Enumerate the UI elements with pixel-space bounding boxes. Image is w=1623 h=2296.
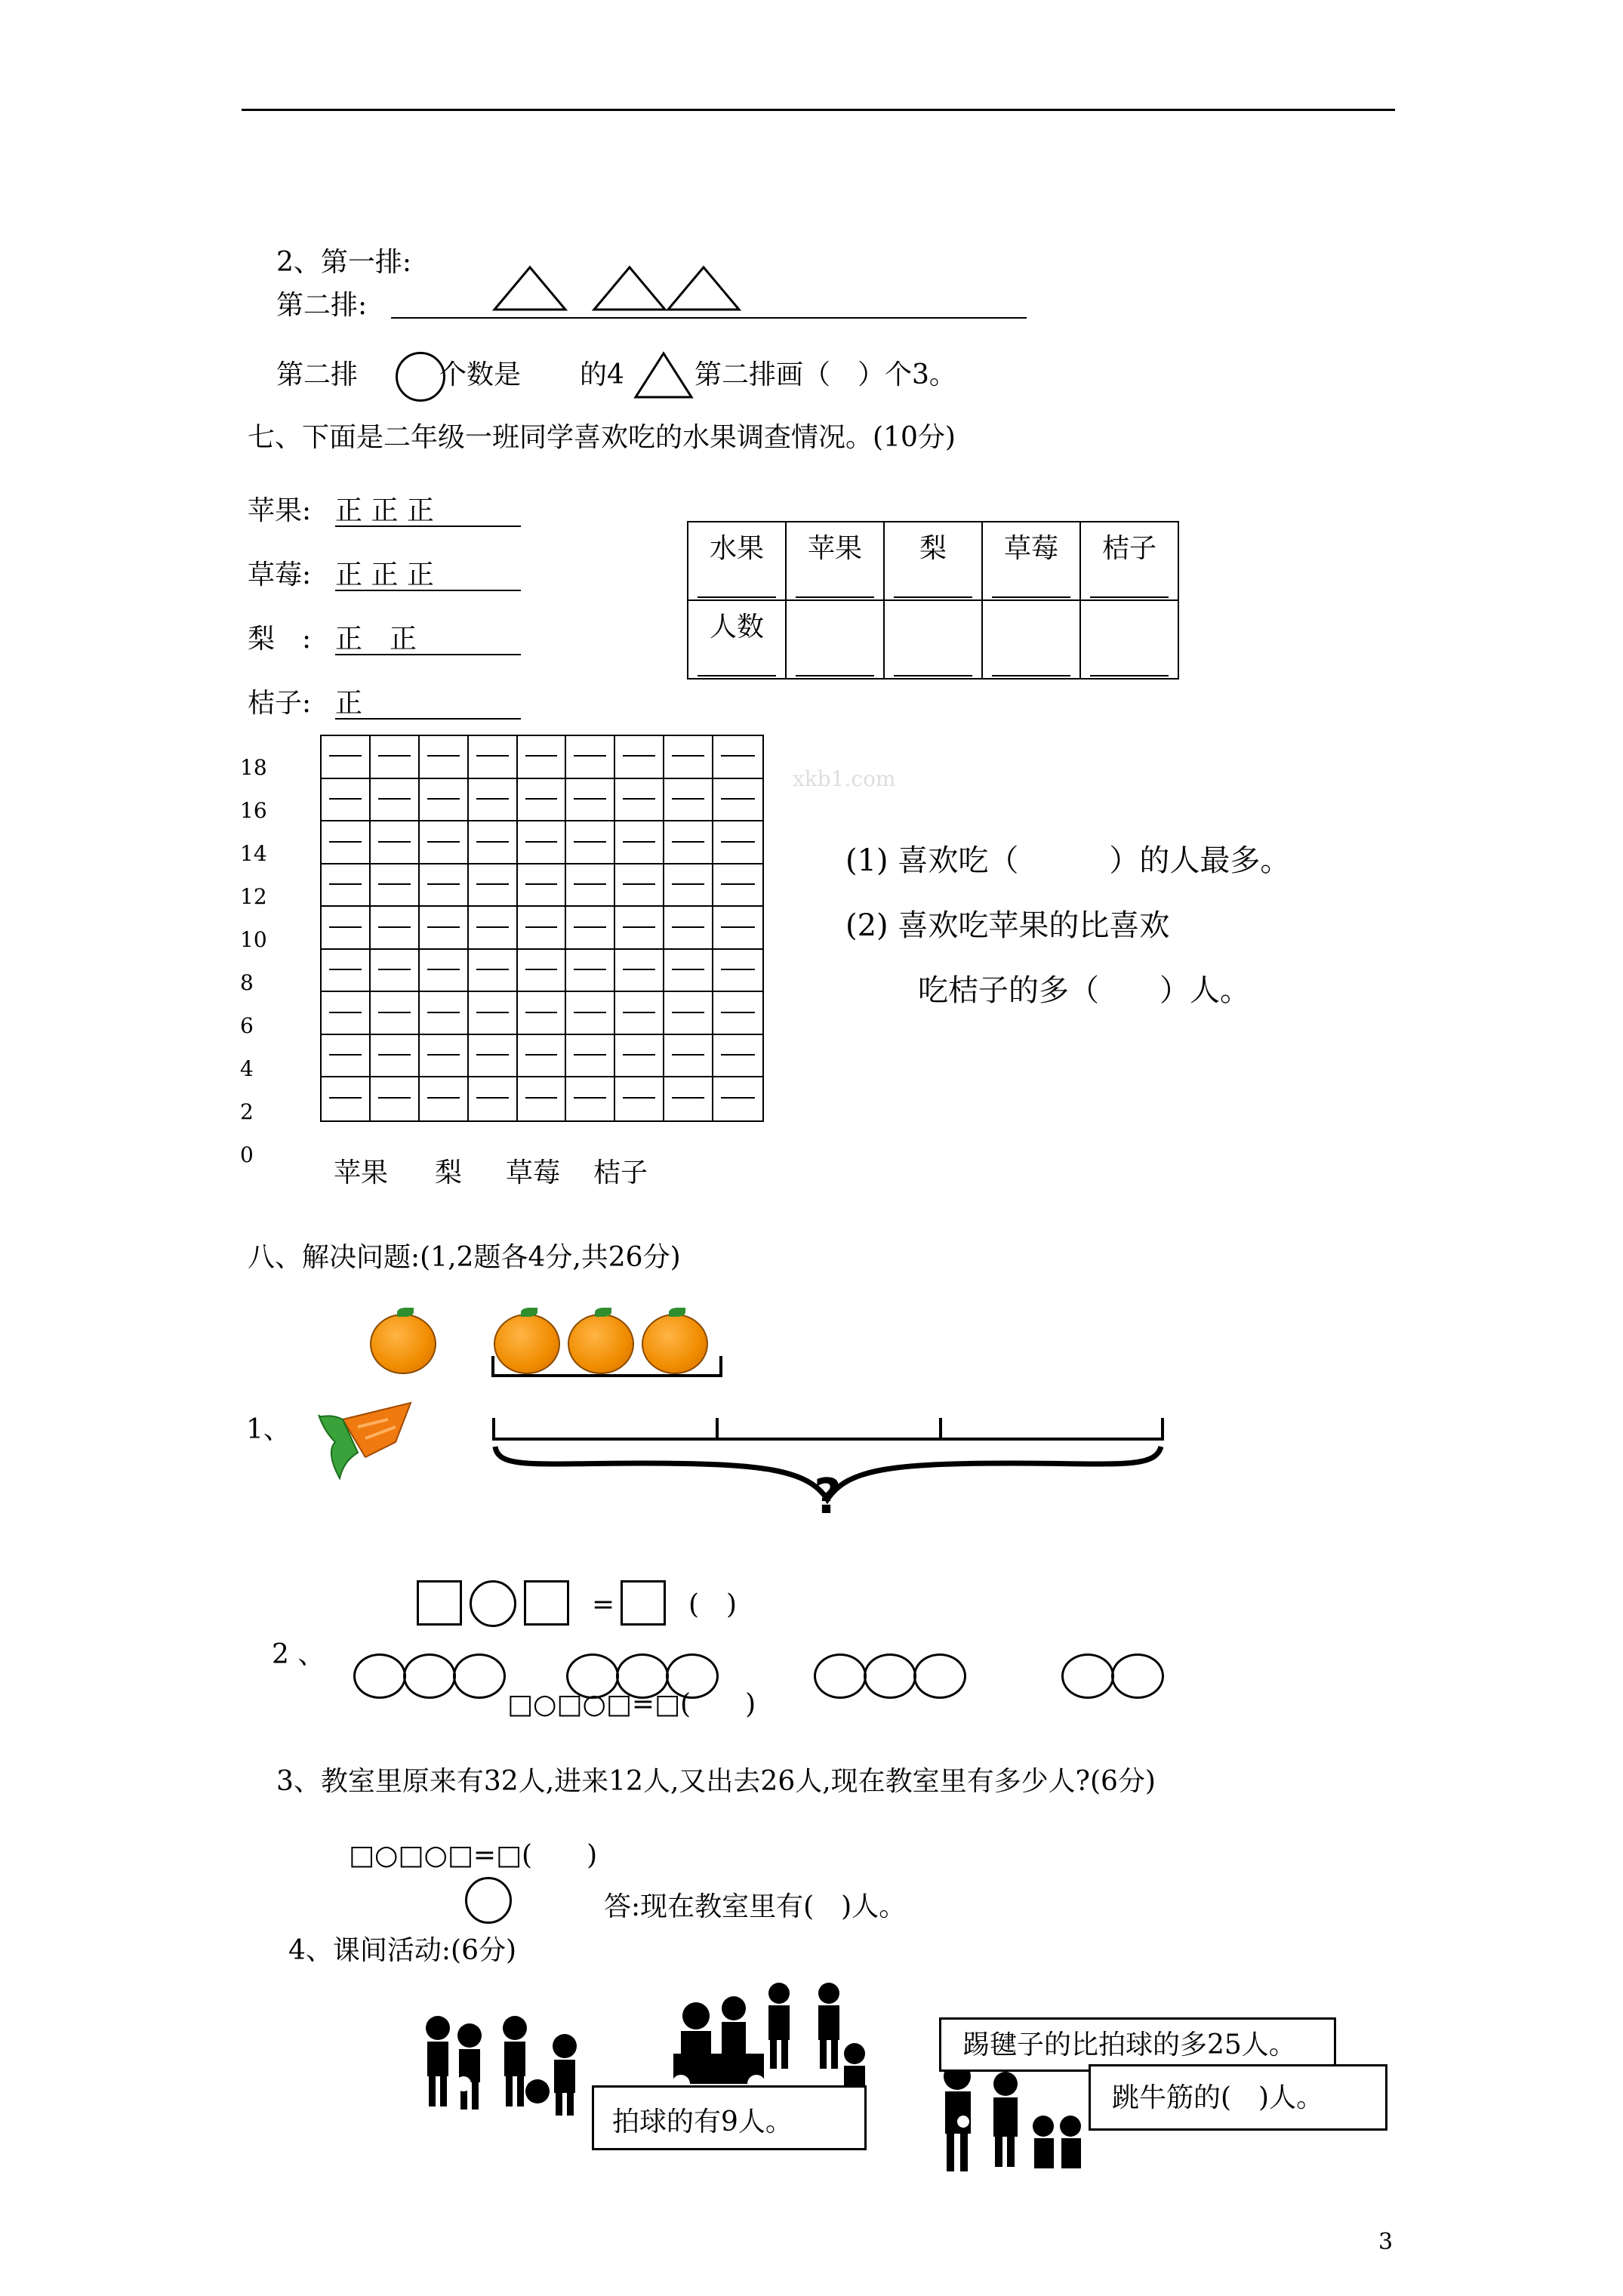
table-cell-answer[interactable] xyxy=(884,600,982,679)
grid-dash xyxy=(378,969,411,970)
grid-dash xyxy=(329,1054,362,1056)
grid-cell[interactable] xyxy=(615,779,664,822)
grid-cell[interactable] xyxy=(566,992,615,1035)
grid-cell[interactable] xyxy=(518,1035,567,1078)
grid-dash xyxy=(427,1097,460,1099)
grid-dash xyxy=(574,1097,606,1099)
circle-group-item xyxy=(814,1653,867,1699)
small-bracket xyxy=(491,1353,725,1383)
table-header-apple: 苹果 xyxy=(786,522,884,600)
answer-box[interactable] xyxy=(524,1580,569,1626)
grid-dash xyxy=(623,798,655,800)
grid-dash xyxy=(525,1054,558,1056)
tally-line xyxy=(335,525,521,527)
grid-dash xyxy=(476,883,509,885)
grid-dash xyxy=(574,1054,606,1056)
grid-cell[interactable] xyxy=(420,1035,469,1078)
grid-cell[interactable] xyxy=(469,950,518,993)
orange-image xyxy=(370,1314,436,1374)
grid-dash xyxy=(378,883,411,885)
tally-marks-strawberry: 正 正 正 xyxy=(335,559,434,590)
triangle-shape xyxy=(668,267,739,310)
grid-dash xyxy=(525,883,558,885)
grid-dash xyxy=(378,926,411,928)
y-tick-label: 4 xyxy=(240,1056,254,1081)
y-tick-label: 0 xyxy=(240,1142,254,1167)
answer-box[interactable] xyxy=(621,1580,666,1626)
grid-dash xyxy=(672,883,704,885)
callout-ball-players: 拍球的有9人。 xyxy=(592,2085,867,2150)
grid-cell[interactable] xyxy=(322,992,371,1035)
circle-group-item xyxy=(403,1653,456,1699)
triangle-shape xyxy=(594,267,665,310)
x-label-apple: 苹果 xyxy=(334,1157,389,1188)
tally-label-strawberry: 草莓: xyxy=(248,559,312,590)
q7-question-1: (1) 喜欢吃（ ）的人最多。 xyxy=(845,843,1291,878)
grid-cell[interactable] xyxy=(469,864,518,908)
y-tick-label: 12 xyxy=(240,884,267,909)
grid-cell[interactable] xyxy=(469,907,518,950)
grid-cell[interactable] xyxy=(566,907,615,950)
grid-dash xyxy=(672,798,704,800)
grid-dash xyxy=(329,755,362,757)
grid-cell[interactable] xyxy=(469,1077,518,1120)
p3-equation[interactable]: □○□○□=□( ) xyxy=(349,1840,598,1871)
grid-dash xyxy=(476,798,509,800)
table-header-pear: 梨 xyxy=(884,522,982,600)
grid-cell[interactable] xyxy=(566,864,615,908)
grid-dash xyxy=(329,841,362,843)
grid-cell[interactable] xyxy=(518,779,567,822)
row2-answer-line[interactable] xyxy=(391,317,1027,319)
grid-dash xyxy=(525,755,558,757)
callout-rubber-band: 跳牛筋的( )人。 xyxy=(1089,2064,1387,2131)
table-header-strawberry: 草莓 xyxy=(982,522,1080,600)
y-tick-label: 8 xyxy=(240,970,254,995)
grid-cell[interactable] xyxy=(615,907,664,950)
grid-cell[interactable] xyxy=(615,821,664,864)
grid-cell[interactable] xyxy=(420,779,469,822)
grid-cell[interactable] xyxy=(518,907,567,950)
equals-sign: = xyxy=(592,1589,615,1620)
grid-dash xyxy=(427,883,460,885)
y-tick-label: 18 xyxy=(240,755,267,780)
grid-dash xyxy=(574,798,606,800)
grid-dash xyxy=(672,1054,704,1056)
grid-dash xyxy=(672,755,704,757)
grid-cell[interactable] xyxy=(469,992,518,1035)
grid-cell[interactable] xyxy=(664,864,713,908)
grid-cell[interactable] xyxy=(664,992,713,1035)
grid-dash xyxy=(427,755,460,757)
grid-dash xyxy=(574,755,606,757)
grid-dash xyxy=(525,1012,558,1013)
children-playing-illustration xyxy=(417,1971,1111,2190)
sentence-part-2: 个数是 xyxy=(439,359,522,390)
grid-cell[interactable] xyxy=(664,950,713,993)
grid-dash xyxy=(378,1054,411,1056)
tally-line xyxy=(335,590,521,591)
grid-cell[interactable] xyxy=(371,1077,420,1120)
grid-dash xyxy=(525,798,558,800)
grid-dash xyxy=(476,1097,509,1099)
table-row xyxy=(688,522,1178,600)
grid-cell[interactable] xyxy=(566,736,615,779)
grid-dash xyxy=(427,926,460,928)
table-cell-answer[interactable] xyxy=(982,600,1080,679)
grid-dash xyxy=(378,798,411,800)
grid-dash xyxy=(329,1097,362,1099)
grid-dash xyxy=(721,1097,755,1099)
grid-dash xyxy=(427,798,460,800)
grid-dash xyxy=(623,1054,655,1056)
grid-dash xyxy=(378,755,411,757)
leaf-icon xyxy=(397,1308,414,1317)
triangle-inline xyxy=(633,349,694,400)
grid-cell[interactable] xyxy=(420,821,469,864)
y-tick-label: 2 xyxy=(240,1099,254,1124)
grid-dash xyxy=(623,841,655,843)
circle-group-item xyxy=(353,1653,406,1699)
grid-cell[interactable] xyxy=(371,821,420,864)
grid-dash xyxy=(476,926,509,928)
grid-dash xyxy=(672,926,704,928)
leaf-icon xyxy=(669,1308,685,1317)
grid-dash xyxy=(721,883,755,885)
grid-cell[interactable] xyxy=(713,992,762,1035)
triangle-shape xyxy=(494,267,565,310)
grid-cell[interactable] xyxy=(664,907,713,950)
grid-dash xyxy=(329,926,362,928)
circle-group-item xyxy=(864,1653,916,1699)
p3-text: 3、教室里原来有32人,进来12人,又出去26人,现在教室里有多少人?(6分) xyxy=(276,1766,1156,1797)
tally-line xyxy=(335,718,521,720)
sentence-part-3: 的4 xyxy=(580,359,624,390)
y-tick-label: 14 xyxy=(240,841,267,866)
grid-cell[interactable] xyxy=(713,1035,762,1078)
grid-cell[interactable] xyxy=(420,736,469,779)
grid-dash xyxy=(721,1012,755,1013)
table-row-label: 人数 xyxy=(688,600,786,679)
operator-circle xyxy=(465,1877,512,1924)
tally-marks-apple: 正 正 正 xyxy=(335,495,434,526)
q7-title: 七、下面是二年级一班同学喜欢吃的水果调查情况。(10分) xyxy=(248,422,956,453)
grid-dash xyxy=(427,969,460,970)
grid-cell[interactable] xyxy=(322,1035,371,1078)
grid-dash xyxy=(329,1012,362,1013)
grid-cell[interactable] xyxy=(322,1077,371,1120)
grid-cell[interactable] xyxy=(615,1077,664,1120)
grid-cell[interactable] xyxy=(566,1035,615,1078)
fruit-count-table xyxy=(687,521,1179,680)
grid-cell[interactable] xyxy=(322,821,371,864)
grid-cell[interactable] xyxy=(518,736,567,779)
circle-group-item xyxy=(1061,1653,1114,1699)
grid-dash xyxy=(476,841,509,843)
table-cell-answer[interactable] xyxy=(1080,600,1178,679)
leaf-icon xyxy=(521,1308,537,1317)
callout-shuttlecock: 踢毽子的比拍球的多25人。 xyxy=(939,2017,1336,2072)
grid-cell[interactable] xyxy=(664,1077,713,1120)
table-cell-answer[interactable] xyxy=(786,600,884,679)
grid-cell[interactable] xyxy=(664,779,713,822)
grid-cell[interactable] xyxy=(469,821,518,864)
circle-group-item xyxy=(1111,1653,1164,1699)
grid-cell[interactable] xyxy=(371,736,420,779)
grid-dash xyxy=(672,1012,704,1013)
grid-dash xyxy=(427,1012,460,1013)
q7-question-2-cont: 吃桔子的多（ ）人。 xyxy=(918,973,1250,1008)
grid-cell[interactable] xyxy=(420,1077,469,1120)
grid-dash xyxy=(623,1012,655,1013)
grid-dash xyxy=(378,1012,411,1013)
grid-cell[interactable] xyxy=(371,907,420,950)
x-label-pear: 梨 xyxy=(435,1157,463,1188)
answer-box[interactable] xyxy=(417,1580,462,1626)
circle-group-item xyxy=(453,1653,506,1699)
tally-label-pear: 梨 : xyxy=(248,624,312,655)
grid-cell[interactable] xyxy=(420,907,469,950)
grid-cell[interactable] xyxy=(420,950,469,993)
grid-cell[interactable] xyxy=(371,779,420,822)
circle-shape xyxy=(396,352,445,402)
carrot-icon xyxy=(313,1397,426,1487)
grid-cell[interactable] xyxy=(713,950,762,993)
grid-dash xyxy=(672,969,704,970)
grid-dash xyxy=(525,1097,558,1099)
grid-cell[interactable] xyxy=(664,1035,713,1078)
grid-cell[interactable] xyxy=(713,864,762,908)
grid-dash xyxy=(476,755,509,757)
grid-dash xyxy=(623,755,655,757)
grid-cell[interactable] xyxy=(322,736,371,779)
grid-dash xyxy=(525,841,558,843)
grid-cell[interactable] xyxy=(615,736,664,779)
grid-dash xyxy=(574,841,606,843)
grid-cell[interactable] xyxy=(322,950,371,993)
grid-dash xyxy=(721,969,755,970)
triangles-row xyxy=(491,263,747,313)
grid-cell[interactable] xyxy=(322,779,371,822)
grid-dash xyxy=(329,969,362,970)
grid-cell[interactable] xyxy=(420,864,469,908)
grid-cell[interactable] xyxy=(518,992,567,1035)
x-label-orange: 桔子 xyxy=(593,1157,648,1188)
grid-dash xyxy=(672,841,704,843)
grid-cell[interactable] xyxy=(371,1035,420,1078)
grid-dash xyxy=(623,969,655,970)
grid-dash xyxy=(721,798,755,800)
p2-label: 2 、 xyxy=(272,1639,325,1670)
grid-cell[interactable] xyxy=(566,950,615,993)
grid-cell[interactable] xyxy=(518,1077,567,1120)
blank-bar-graph-grid[interactable] xyxy=(320,735,764,1122)
grid-cell[interactable] xyxy=(518,864,567,908)
grid-cell[interactable] xyxy=(713,736,762,779)
grid-dash xyxy=(623,1097,655,1099)
grid-cell[interactable] xyxy=(322,907,371,950)
grid-dash xyxy=(378,1097,411,1099)
row2-label: 第二排: xyxy=(276,290,368,321)
header-rule xyxy=(242,109,1395,111)
page-number: 3 xyxy=(1378,2229,1394,2255)
grid-dash xyxy=(721,1054,755,1056)
x-label-strawberry: 草莓 xyxy=(506,1157,561,1188)
y-tick-label: 10 xyxy=(240,927,267,952)
grid-dash xyxy=(329,883,362,885)
operator-circle[interactable] xyxy=(470,1580,516,1627)
grid-cell[interactable] xyxy=(566,779,615,822)
sentence-part-1: 第二排 xyxy=(276,359,359,390)
grid-dash xyxy=(721,755,755,757)
table-header-orange: 桔子 xyxy=(1080,522,1178,600)
grid-cell[interactable] xyxy=(713,1077,762,1120)
grid-cell[interactable] xyxy=(469,736,518,779)
grid-dash xyxy=(476,969,509,970)
grid-dash xyxy=(427,1054,460,1056)
grid-dash xyxy=(525,969,558,970)
tally-label-orange: 桔子: xyxy=(248,688,312,719)
grid-dash xyxy=(623,883,655,885)
grid-cell[interactable] xyxy=(615,950,664,993)
grid-dash xyxy=(378,841,411,843)
grid-dash xyxy=(574,1012,606,1013)
grid-dash xyxy=(476,1054,509,1056)
grid-dash xyxy=(476,1012,509,1013)
grid-cell[interactable] xyxy=(664,736,713,779)
grid-dash xyxy=(329,798,362,800)
p2-equation[interactable]: □○□○□=□( ) xyxy=(507,1689,756,1720)
p1-label: 1、 xyxy=(246,1414,291,1445)
row1-label: 2、第一排: xyxy=(276,247,412,278)
p4-title: 4、课间活动:(6分) xyxy=(288,1935,517,1966)
grid-dash xyxy=(672,1097,704,1099)
grid-cell[interactable] xyxy=(615,1035,664,1078)
grid-cell[interactable] xyxy=(713,779,762,822)
grid-dash xyxy=(574,883,606,885)
q7-question-2: (2) 喜欢吃苹果的比喜欢 xyxy=(845,908,1170,943)
grid-cell[interactable] xyxy=(469,779,518,822)
grid-cell[interactable] xyxy=(322,864,371,908)
grid-cell[interactable] xyxy=(518,821,567,864)
grid-cell[interactable] xyxy=(566,821,615,864)
grid-cell[interactable] xyxy=(615,992,664,1035)
q8-title: 八、解决问题:(1,2题各4分,共26分) xyxy=(248,1242,681,1273)
tally-marks-orange: 正 xyxy=(335,688,363,719)
grid-cell[interactable] xyxy=(371,864,420,908)
grid-cell[interactable] xyxy=(518,950,567,993)
p3-answer: 答:现在教室里有( )人。 xyxy=(604,1891,907,1922)
table-row xyxy=(688,600,1178,679)
leaf-icon xyxy=(595,1308,611,1317)
y-tick-label: 16 xyxy=(240,798,267,823)
grid-cell[interactable] xyxy=(615,864,664,908)
grid-dash xyxy=(574,969,606,970)
grid-dash xyxy=(623,926,655,928)
grid-cell[interactable] xyxy=(469,1035,518,1078)
grid-dash xyxy=(721,841,755,843)
grid-cell[interactable] xyxy=(713,907,762,950)
grid-cell[interactable] xyxy=(371,992,420,1035)
table-header-fruit: 水果 xyxy=(688,522,786,600)
grid-dash xyxy=(574,926,606,928)
grid-dash xyxy=(427,841,460,843)
tally-label-apple: 苹果: xyxy=(248,495,312,526)
unit-paren: ( ) xyxy=(688,1589,738,1620)
grid-cell[interactable] xyxy=(566,1077,615,1120)
grid-cell[interactable] xyxy=(420,992,469,1035)
grid-dash xyxy=(525,926,558,928)
sentence-part-4: 第二排画（ ）个3。 xyxy=(694,359,956,390)
grid-dash xyxy=(721,926,755,928)
circle-group-item xyxy=(913,1653,966,1699)
watermark: xkb1.com xyxy=(793,766,896,791)
tally-line xyxy=(335,654,521,655)
grid-cell[interactable] xyxy=(371,950,420,993)
tally-marks-pear: 正 正 xyxy=(335,624,417,655)
grid-cell[interactable] xyxy=(664,821,713,864)
question-mark: ? xyxy=(814,1469,842,1525)
y-tick-label: 6 xyxy=(240,1013,254,1038)
grid-cell[interactable] xyxy=(713,821,762,864)
